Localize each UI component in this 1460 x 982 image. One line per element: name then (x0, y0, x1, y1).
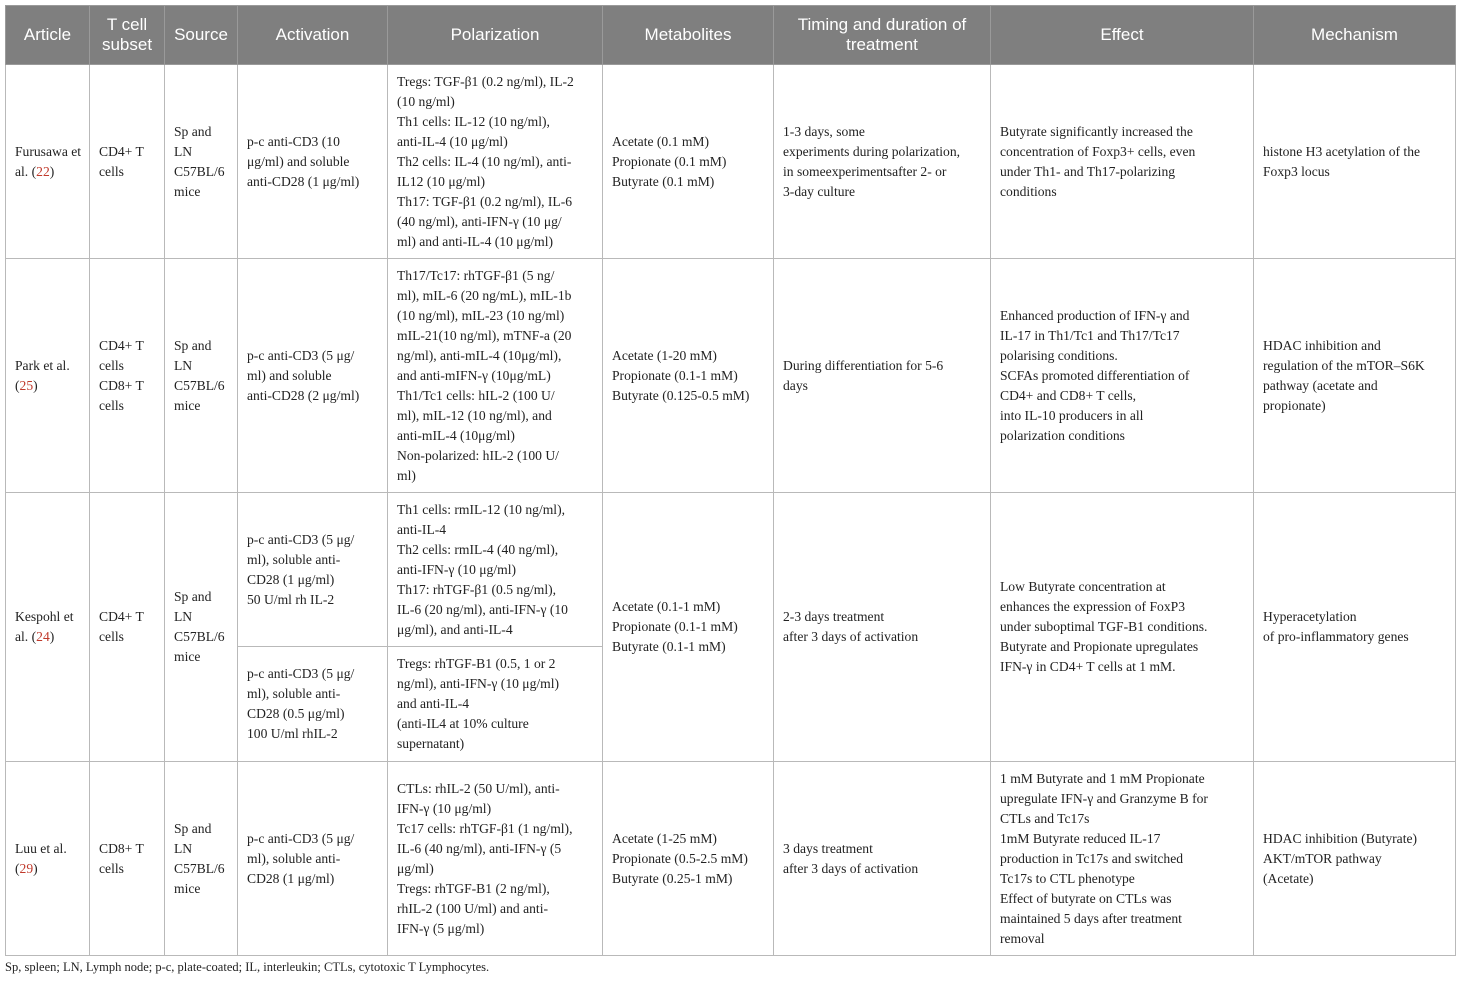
cell-line: (10 ng/ml), mIL-23 (10 ng/ml) (397, 307, 565, 323)
cell-line: Th1 cells: IL-12 (10 ng/ml), (397, 113, 550, 129)
cell-line: μg/ml) and soluble (247, 153, 350, 169)
cell-line: 3 days treatment (783, 840, 873, 856)
cell-line: Butyrate (0.25-1 mM) (612, 870, 733, 886)
cell-line: after 3 days of activation (783, 629, 919, 644)
cell-line: ml), mIL-6 (20 ng/mL), mIL-1b (397, 287, 572, 303)
cell-line: under Th1- and Th17-polarizing (1000, 163, 1176, 179)
cell-line: ng/ml), anti-mIL-4 (10μg/ml), (397, 347, 562, 363)
cell-line: enhances the expression of FoxP3 (1000, 599, 1185, 614)
cell-activation (238, 65, 388, 259)
cell-line: days (783, 377, 808, 393)
cell-line: experiments during polarization, (783, 143, 961, 159)
cell-article: Kespohl et al. (24) (6, 493, 90, 762)
cell-line: Acetate (0.1-1 mM) (612, 599, 721, 614)
cell-line: after 3 days of activation (783, 860, 919, 876)
cell-line: ml), mIL-12 (10 ng/ml), and (397, 407, 552, 423)
cell-timing (774, 259, 991, 493)
cell-line: Th17: rhTGF-β1 (0.5 ng/ml), (397, 581, 557, 597)
cell-line: 1-3 days, some (783, 123, 865, 139)
cell-line: CD28 (1 μg/ml) (247, 870, 335, 886)
cell-mechanism (1254, 762, 1456, 956)
cell-timing (774, 762, 991, 956)
cell-line: p-c anti-CD3 (5 μg/ (247, 830, 355, 846)
cell-line: Hyperacetylation (1263, 609, 1357, 624)
cell-source: Sp and LN C57BL/6 mice (165, 65, 238, 259)
cell-line: μg/ml), and anti-IL-4 (397, 621, 513, 637)
cell-line: Propionate (0.5-2.5 mM) (612, 850, 748, 866)
cell-line: propionate) (1263, 397, 1326, 413)
cell-source: Sp and LN C57BL/6 mice (165, 762, 238, 956)
cell-line: SCFAs promoted differentiation of (1000, 367, 1190, 383)
data-table (5, 5, 1456, 956)
cell-line: 1 mM Butyrate and 1 mM Propionate (1000, 770, 1205, 786)
cell-line: IFN-γ (5 μg/ml) (397, 920, 485, 936)
cell-line: production in Tc17s and switched (1000, 850, 1184, 866)
cell-line: ml) and soluble (247, 367, 332, 383)
cell-polarization (388, 493, 603, 647)
cell-line: Foxp3 locus (1263, 163, 1330, 179)
cell-line: During differentiation for 5-6 (783, 357, 944, 373)
cell-line: Th17/Tc17: rhTGF-β1 (5 ng/ (397, 267, 555, 283)
cell-line: IL-6 (20 ng/ml), anti-IFN-γ (10 (397, 601, 568, 617)
cell-line: p-c anti-CD3 (5 μg/ (247, 666, 355, 681)
cell-subset (90, 259, 165, 493)
cell-line: Low Butyrate concentration at (1000, 579, 1166, 594)
header-activation: Activation (238, 6, 388, 65)
cell-line: IL-17 in Th1/Tc1 and Th17/Tc17 (1000, 327, 1180, 343)
header-effect: Effect (991, 6, 1254, 65)
cell-line: of pro-inflammatory genes (1263, 629, 1409, 644)
reference-link[interactable]: 29 (19, 860, 34, 876)
cell-line: Th17: TGF-β1 (0.2 ng/ml), IL-6 (397, 193, 573, 209)
cell-line: and anti-mIFN-γ (10μg/mL) (397, 367, 551, 383)
cell-line: CTLs: rhIL-2 (50 U/ml), anti- (397, 780, 560, 796)
cell-subset: CD4+ T cells (90, 65, 165, 259)
header-t-cell-subset: T cell subset (90, 6, 165, 65)
cell-line: Acetate (1-25 mM) (612, 830, 717, 846)
cell-line: anti-mIL-4 (10μg/ml) (397, 427, 515, 443)
header-timing: Timing and duration of treatment (774, 6, 991, 65)
cell-line: p-c anti-CD3 (10 (247, 133, 340, 149)
cell-metabolites (603, 65, 774, 259)
cell-line: ml) (397, 467, 416, 483)
cell-line: Acetate (0.1 mM) (612, 133, 710, 149)
cell-line: CD28 (0.5 μg/ml) (247, 706, 345, 721)
cell-timing (774, 65, 991, 259)
cell-line: mIL-21(10 ng/ml), mTNF-a (20 (397, 327, 572, 343)
cell-line: Propionate (0.1-1 mM) (612, 619, 738, 634)
cell-line: conditions (1000, 183, 1057, 199)
cell-line: removal (1000, 930, 1045, 946)
reference-link[interactable]: 22 (36, 163, 50, 179)
cell-line: pathway (acetate and (1263, 377, 1378, 393)
cell-line: IL12 (10 μg/ml) (397, 173, 486, 189)
cell-line: (40 ng/ml), anti-IFN-γ (10 μg/ (397, 213, 562, 229)
cell-line: ml), soluble anti- (247, 551, 341, 567)
cell-line: ml) and anti-IL-4 (10 μg/ml) (397, 233, 554, 249)
cell-line: Butyrate (0.1-1 mM) (612, 639, 726, 654)
cell-line: HDAC inhibition (Butyrate) (1263, 830, 1418, 846)
cell-line: IFN-γ in CD4+ T cells at 1 mM. (1000, 659, 1176, 674)
cell-subset: CD4+ T cells (90, 493, 165, 762)
cell-polarization (388, 647, 603, 762)
cell-line: supernatant) (397, 736, 465, 751)
cell-line: Butyrate (0.125-0.5 mM) (612, 387, 750, 403)
cell-line: 100 U/ml rhIL-2 (247, 726, 338, 741)
cell-metabolites (603, 259, 774, 493)
header-article: Article (6, 6, 90, 65)
cell-line: anti-IL-4 (397, 521, 447, 537)
cell-article: Furusawa et al. (22) (6, 65, 90, 259)
reference-link[interactable]: 24 (36, 629, 50, 644)
cell-line: AKT/mTOR pathway (1263, 850, 1382, 866)
cell-line: 50 U/ml rh IL-2 (247, 591, 335, 607)
cell-line: Th2 cells: IL-4 (10 ng/ml), anti- (397, 153, 572, 169)
cell-activation (238, 647, 388, 762)
cell-timing (774, 493, 991, 762)
reference-link[interactable]: 25 (19, 377, 34, 393)
cell-source: Sp and LN C57BL/6 mice (165, 493, 238, 762)
cell-line: anti-IL-4 (10 μg/ml) (397, 133, 508, 149)
cell-line: IFN-γ (10 μg/ml) (397, 800, 492, 816)
cell-line: ng/ml), anti-IFN-γ (10 μg/ml) (397, 676, 560, 691)
cell-line: Non-polarized: hIL-2 (100 U/ (397, 447, 559, 463)
cell-line: (10 ng/ml) (397, 93, 455, 109)
cell-subset: CD8+ T cells (90, 762, 165, 956)
cell-line: 1mM Butyrate reduced IL-17 (1000, 830, 1161, 846)
cell-line: Th2 cells: rmIL-4 (40 ng/ml), (397, 541, 559, 557)
cell-line: and anti-IL-4 (397, 696, 470, 711)
cell-line: rhIL-2 (100 U/ml) and anti- (397, 900, 548, 916)
cell-line: Tc17s to CTL phenotype (1000, 870, 1135, 886)
table-row (6, 259, 1456, 493)
cell-line: in someexperimentsafter 2- or (783, 163, 947, 179)
table-row (6, 762, 1456, 956)
cell-line: CD8+ T cells (99, 377, 147, 413)
cell-activation (238, 259, 388, 493)
cell-line: anti-CD28 (1 μg/ml) (247, 173, 360, 189)
cell-line: (anti-IL4 at 10% culture (397, 716, 529, 731)
cell-line: 3-day culture (783, 183, 856, 199)
cell-line: histone H3 acetylation of the (1263, 143, 1421, 159)
cell-line: CD28 (1 μg/ml) (247, 571, 335, 587)
cell-effect (991, 65, 1254, 259)
cell-line: anti-CD28 (2 μg/ml) (247, 387, 360, 403)
cell-line: Effect of butyrate on CTLs was (1000, 890, 1172, 906)
table-footnote: Sp, spleen; LN, Lymph node; p-c, plate-coated; IL, interleukin; CTLs, cytotoxic T Lymphocytes. (5, 960, 490, 974)
cell-line: CTLs and Tc17s (1000, 810, 1090, 826)
cell-mechanism (1254, 259, 1456, 493)
table-row (6, 493, 1456, 647)
cell-line: Tregs: rhTGF-B1 (0.5, 1 or 2 (397, 656, 556, 671)
cell-effect (991, 762, 1254, 956)
table-row (6, 65, 1456, 259)
cell-source: Sp and LN C57BL/6 mice (165, 259, 238, 493)
cell-line: 2-3 days treatment (783, 609, 885, 624)
cell-line: ml), soluble anti- (247, 686, 341, 701)
cell-line: Butyrate significantly increased the (1000, 123, 1193, 139)
cell-line: regulation of the mTOR–S6K (1263, 357, 1425, 373)
header-mechanism: Mechanism (1254, 6, 1456, 65)
cell-line: Tregs: rhTGF-B1 (2 ng/ml), (397, 880, 550, 896)
header-row (6, 6, 1456, 65)
cell-line: IL-6 (40 ng/ml), anti-IFN-γ (5 (397, 840, 562, 856)
cell-line: Acetate (1-20 mM) (612, 347, 717, 363)
cell-line: under suboptimal TGF-B1 conditions. (1000, 619, 1208, 634)
cell-activation (238, 493, 388, 647)
cell-line: Enhanced production of IFN-γ and (1000, 307, 1190, 323)
header-metabolites: Metabolites (603, 6, 774, 65)
cell-line: CD4+ and CD8+ T cells, (1000, 387, 1137, 403)
cell-mechanism (1254, 493, 1456, 762)
cell-line: upregulate IFN-γ and Granzyme B for (1000, 790, 1208, 806)
cell-activation (238, 762, 388, 956)
cell-polarization (388, 762, 603, 956)
cell-line: Propionate (0.1-1 mM) (612, 367, 738, 383)
cell-line: anti-IFN-γ (10 μg/ml) (397, 561, 517, 577)
cell-line: into IL-10 producers in all (1000, 407, 1144, 423)
cell-line: Th1 cells: rmIL-12 (10 ng/ml), (397, 501, 565, 517)
cell-polarization (388, 65, 603, 259)
cell-line: concentration of Foxp3+ cells, even (1000, 143, 1196, 159)
cell-line: ml), soluble anti- (247, 850, 341, 866)
cell-polarization (388, 259, 603, 493)
cell-line: p-c anti-CD3 (5 μg/ (247, 531, 355, 547)
header-source: Source (165, 6, 238, 65)
cell-metabolites (603, 493, 774, 762)
cell-effect (991, 259, 1254, 493)
cell-line: Butyrate (0.1 mM) (612, 173, 715, 189)
cell-line: Th1/Tc1 cells: hIL-2 (100 U/ (397, 387, 555, 403)
cell-line: polarising conditions. (1000, 347, 1118, 363)
cell-metabolites (603, 762, 774, 956)
cell-line: HDAC inhibition and (1263, 337, 1381, 353)
cell-line: (Acetate) (1263, 870, 1314, 886)
cell-line: Tc17 cells: rhTGF-β1 (1 ng/ml), (397, 820, 573, 836)
cell-line: maintained 5 days after treatment (1000, 910, 1182, 926)
cell-article: Park et al. (25) (6, 259, 90, 493)
cell-line: polarization conditions (1000, 427, 1125, 443)
cell-mechanism (1254, 65, 1456, 259)
cell-effect (991, 493, 1254, 762)
cell-line: p-c anti-CD3 (5 μg/ (247, 347, 355, 363)
cell-line: μg/ml) (397, 860, 434, 876)
cell-line: Butyrate and Propionate upregulates (1000, 639, 1199, 654)
header-polarization: Polarization (388, 6, 603, 65)
cell-line: CD4+ T cells (99, 337, 147, 373)
cell-line: Propionate (0.1 mM) (612, 153, 727, 169)
cell-line: Tregs: TGF-β1 (0.2 ng/ml), IL-2 (397, 73, 574, 89)
cell-article: Luu et al. (29) (6, 762, 90, 956)
